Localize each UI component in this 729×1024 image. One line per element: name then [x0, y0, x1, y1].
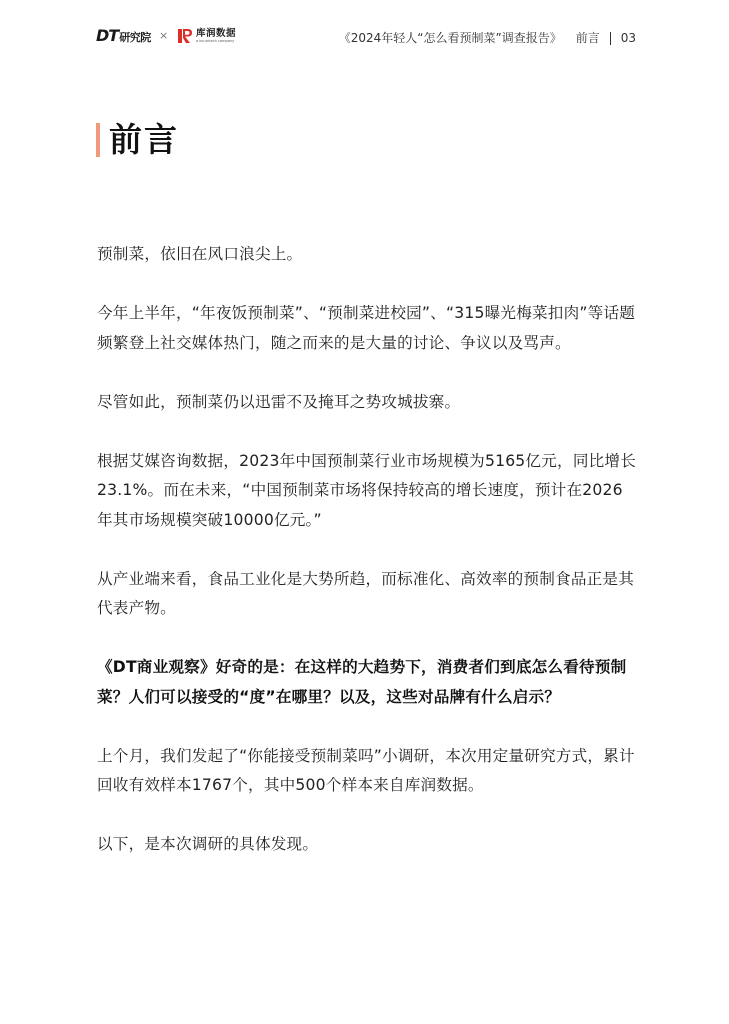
kurun-data-logo [177, 27, 236, 45]
running-header [339, 30, 636, 46]
report-title: 《2024年轻人“怎么看预制菜”调查报告》 [338, 31, 562, 45]
paragraph: 尽管如此，预制菜仍以迅雷不及掩耳之势攻城拔寨。 [97, 392, 461, 411]
page-title: 前言 [109, 120, 179, 159]
paragraph-highlight: 《DT商业观察》好奇的是：在这样的大趋势下，消费者们到底怎么看待预制菜？人们可以接受的“度”在哪里？以及，这些对品牌有什么启示？ [97, 658, 627, 706]
page-header [0, 0, 729, 60]
paragraph: 上个月，我们发起了“你能接受预制菜吗”小调研，本次用定量研究方式，累计回收有效样本1767个，其中500个样本来自库润数据。 [97, 746, 635, 794]
kurun-logo-icon [177, 28, 194, 44]
logo-dt-latin: DT [96, 26, 119, 45]
dt-institute-logo [96, 27, 151, 47]
page-number: 03 [620, 31, 636, 45]
section-heading [96, 120, 179, 160]
logo-kr-en: a kuruntech company [196, 38, 235, 43]
paragraph: 今年上半年，“年夜饭预制菜”、“预制菜进校园”、“315曝光梅菜扣肉”等话题频繁登上社交媒体热门，随之而来的是大量的讨论、争议以及骂声。 [97, 304, 636, 352]
title-accent-bar [96, 123, 100, 157]
paragraph: 预制菜，依旧在风口浪尖上。 [97, 245, 303, 263]
logo-dt-cn: 研究院 [119, 31, 151, 44]
header-divider [610, 32, 611, 45]
section-name: 前言 [575, 31, 600, 45]
body-text [97, 240, 637, 889]
paragraph: 以下，是本次调研的具体发现。 [97, 835, 319, 853]
paragraph: 从产业端来看，食品工业化是大势所趋，而标准化、高效率的预制食品正是其代表产物。 [97, 569, 634, 617]
logo-cross: × [159, 29, 169, 42]
logo-kr-cn: 库润数据 [196, 28, 237, 39]
paragraph: 根据艾媒咨询数据，2023年中国预制菜行业市场规模为5165亿元，同比增长23.1%。而在未来，“中国预制菜市场将保持较高的增长速度，预计在2026年其市场规模突破10000亿元。” [97, 451, 636, 529]
